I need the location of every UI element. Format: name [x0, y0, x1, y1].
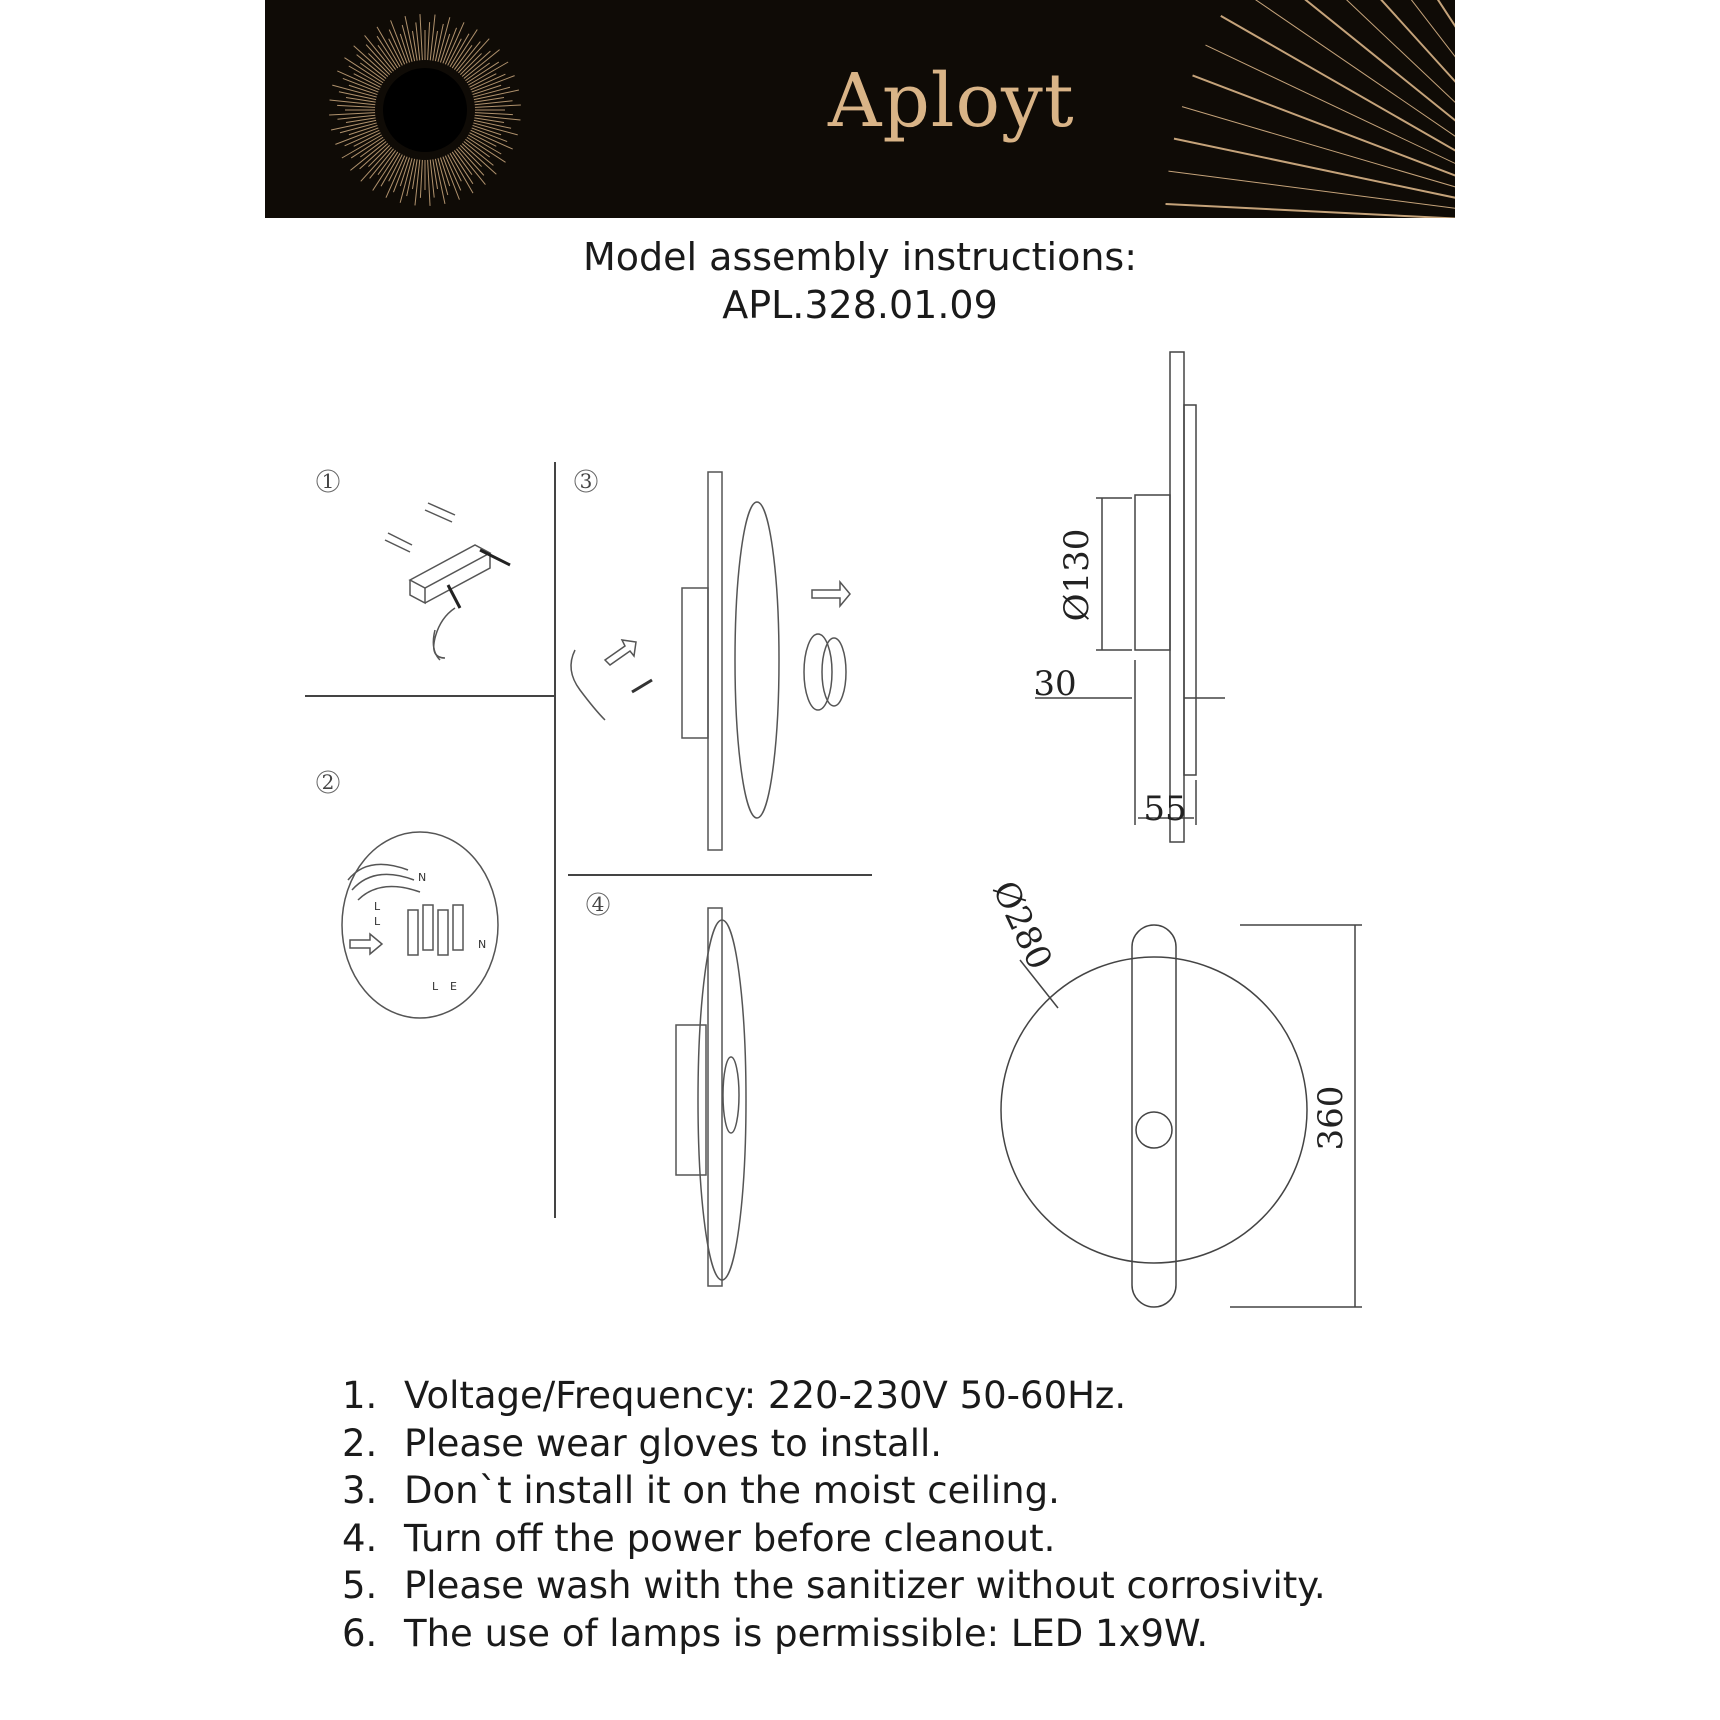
step-2-label: 2 — [321, 770, 335, 794]
note-number: 4. — [342, 1516, 378, 1560]
wire-label-l: L — [374, 900, 381, 913]
speckled-disc — [1001, 957, 1307, 1263]
step-3-label: 3 — [579, 469, 593, 493]
note-text: Voltage/Frequency: 220-230V 50-60Hz. — [404, 1374, 1127, 1417]
dimension-depth-55: 55 — [1143, 789, 1187, 829]
speckled-disc — [735, 502, 779, 818]
note-number: 1. — [342, 1374, 378, 1417]
exploded-side-view — [571, 472, 850, 850]
step-4-label: 4 — [591, 892, 605, 916]
note-item — [342, 1420, 1326, 1468]
wire-label-n: N — [478, 938, 487, 951]
note-item — [342, 1372, 1326, 1420]
model-number: APL.328.01.09 — [722, 283, 998, 327]
note-item — [342, 1610, 1326, 1658]
wire-label-e: E — [450, 980, 457, 993]
step-1-label: 1 — [321, 469, 335, 493]
note-text: Don`t install it on the moist ceiling. — [404, 1469, 1060, 1512]
step-markers — [317, 469, 609, 916]
note-number: 2. — [342, 1421, 378, 1465]
note-text: The use of lamps is permissible: LED 1x9W. — [404, 1611, 1209, 1655]
dimension-diameter-130: Ø130 — [1057, 528, 1097, 622]
wiring-detail-illustration — [342, 832, 498, 1018]
note-item — [342, 1467, 1326, 1515]
note-number: 3. — [342, 1469, 378, 1512]
wire-label-n: N — [418, 871, 427, 884]
dimension-height-360: 360 — [1311, 1085, 1351, 1151]
brand-name: Aployt — [828, 58, 1075, 144]
assembled-side-view — [676, 908, 746, 1286]
note-item — [342, 1562, 1326, 1610]
note-number: 6. — [342, 1611, 378, 1655]
wire-label-l: L — [432, 980, 439, 993]
note-text: Turn off the power before cleanout. — [404, 1516, 1056, 1560]
dimension-diameter-280: Ø280 — [984, 874, 1060, 976]
note-text: Please wear gloves to install. — [404, 1421, 943, 1465]
dimension-depth-30: 30 — [1033, 664, 1077, 704]
page-title: Model assembly instructions: — [582, 235, 1138, 279]
mounting-bracket-illustration — [385, 503, 510, 660]
front-dimension-view — [1001, 925, 1362, 1307]
wire-label-l: L — [374, 915, 381, 928]
note-text: Please wash with the sanitizer without corrosivity. — [404, 1564, 1326, 1607]
note-number: 5. — [342, 1564, 378, 1607]
safety-notes-list — [342, 1372, 1326, 1657]
note-item — [342, 1515, 1326, 1563]
